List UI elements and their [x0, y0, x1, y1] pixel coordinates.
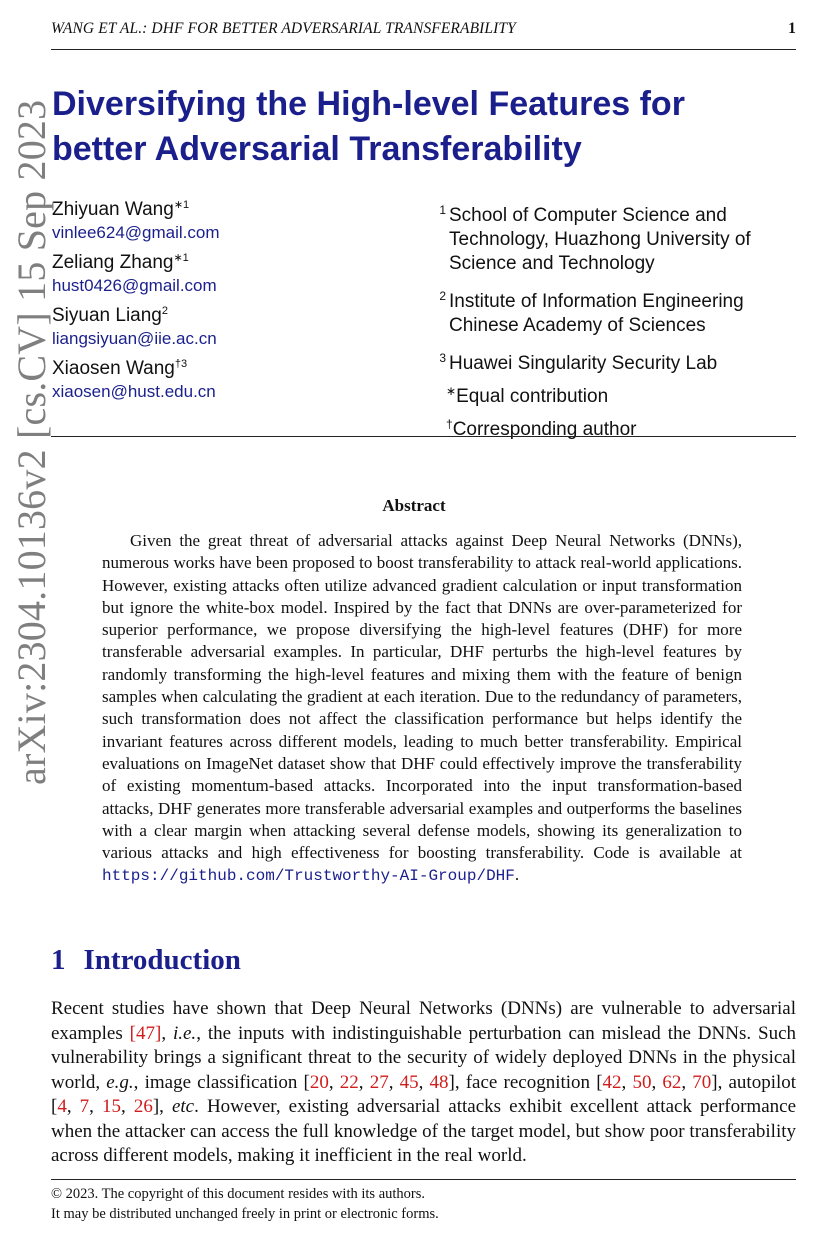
affiliation-list: [433, 198, 803, 442]
affiliation-text: Technology, Huazhong University of: [449, 229, 751, 250]
running-header: [51, 20, 796, 44]
author-list: [52, 198, 412, 403]
citation[interactable]: 45: [399, 1071, 419, 1093]
note-text: Corresponding author: [452, 419, 637, 440]
author-section-rule: [51, 436, 796, 437]
citation[interactable]: 62: [662, 1071, 682, 1093]
citation[interactable]: 15: [101, 1096, 121, 1117]
title-line-2: better Adversarial Transferability: [52, 130, 582, 168]
corresponding-author-note: [433, 412, 803, 442]
author-mark: †3: [174, 358, 188, 370]
affiliation-text: Science and Technology: [449, 253, 655, 274]
running-title: WANG ET AL.: DHF FOR BETTER ADVERSARIAL TRANSFERABILITY: [51, 20, 516, 37]
note-text: Equal contribution: [456, 386, 609, 407]
citation[interactable]: 20: [309, 1071, 329, 1093]
affiliation-text: School of Computer Science and: [449, 205, 727, 226]
section-heading: [51, 944, 241, 977]
author-block: [52, 304, 412, 350]
citation[interactable]: 70: [692, 1071, 712, 1093]
footer-rule: [51, 1179, 796, 1180]
author-block: [52, 198, 412, 244]
abstract-text: Given the great threat of adversarial attacks against Deep Neural Networks (DNNs), numerous works have been proposed to boost transferability to attack real-world applications. However, existing attacks often utilize advanced gradient calculation or input transformation but ignore the white-box model. Inspired by the fact that DNNs are over-parameterized for superior performance, we propose diversifying the high-level features (DHF) for more transferable adversarial examples. In particular, DHF perturbs the high-level features by randomly transforming the high-level features and mixing them with the feature of benign samples when calculating the gradient at each iteration. Due to the redundancy of parameters, such transformation does not affect the classification performance but helps identify the invariant features across different models, leading to much better transferability. Empirical evaluations on ImageNet dataset show that DHF could effectively improve the transferability of existing momentum-based attacks. Incorporated into the input transformation-based attacks, DHF generates more transferable adversarial examples and outperforms the baselines with a clear margin when attacking several defense models, showing its generalization to various attacks and high effectiveness for boosting transferability. Code is available at: [102, 531, 742, 863]
affiliation-mark: 2: [439, 289, 446, 303]
author-mark: 2: [161, 305, 168, 317]
copyright-footer: [51, 1184, 439, 1224]
affiliation-3: [433, 346, 803, 376]
affiliation-mark: 1: [439, 203, 446, 217]
equal-contribution-note: [433, 379, 803, 409]
author-name: Zeliang Zhang: [52, 252, 174, 273]
author-block: [52, 357, 412, 403]
author-email[interactable]: vinlee624@gmail.com: [52, 223, 220, 242]
paper-title: [52, 82, 752, 172]
author-name: Xiaosen Wang: [52, 358, 175, 379]
citation[interactable]: 4: [57, 1096, 67, 1117]
author-email[interactable]: hust0426@gmail.com: [52, 276, 217, 295]
citation[interactable]: 42: [602, 1071, 622, 1093]
affiliation-text: Institute of Information Engineering: [449, 291, 744, 312]
arxiv-watermark: arXiv:2304.10136v2 [cs.CV] 15 Sep 2023: [9, 99, 54, 785]
citation[interactable]: 50: [632, 1071, 652, 1093]
intro-paragraph: Recent studies have shown that Deep Neural Networks (DNNs) are vulnerable to adversarial examples [47], i.e., the inputs with indistinguishable perturbation can mislead the DNNs. Such vulnerability brings a significant threat to the security of widely deployed DNNs in the physical world, e.g., image classification [20, 22, 27, 45, 48], face recognition [42, 50, 62, 70], autopilot [4, 7, 15, 26], etc. However, existing adversarial attacks exhibit excellent attack performance when the attacker can access the full knowledge of the target model, but show poor transferability across different models, making it inefficient in the real world.: [51, 998, 797, 1166]
citation[interactable]: 22: [339, 1071, 359, 1093]
citation[interactable]: 7: [79, 1096, 90, 1117]
section-number: 1: [51, 944, 66, 976]
author-email[interactable]: liangsiyuan@iie.ac.cn: [52, 329, 217, 348]
code-link[interactable]: https://github.com/Trustworthy-AI-Group/DHF: [102, 867, 515, 886]
footer-line-2: It may be distributed unchanged freely in print or electronic forms.: [51, 1206, 439, 1222]
citation[interactable]: 27: [369, 1071, 389, 1093]
note-mark: ∗: [446, 384, 457, 398]
author-name: Zhiyuan Wang: [52, 199, 174, 220]
citation[interactable]: 48: [429, 1071, 449, 1093]
section-title: Introduction: [83, 944, 241, 976]
citation[interactable]: [47]: [129, 1022, 162, 1044]
affiliation-2: [433, 284, 803, 338]
author-block: [52, 251, 412, 297]
footer-line-1: © 2023. The copyright of this document resides with its authors.: [51, 1186, 426, 1202]
title-line-1: Diversifying the High-level Features for: [52, 85, 685, 123]
author-mark: ∗1: [173, 252, 189, 264]
affiliation-text: Huawei Singularity Security Lab: [449, 353, 718, 374]
affiliation-text: Chinese Academy of Sciences: [449, 315, 706, 336]
citation[interactable]: 26: [133, 1096, 153, 1117]
author-mark: ∗1: [173, 199, 190, 211]
abstract-end: .: [514, 865, 520, 885]
affiliation-1: [433, 198, 803, 276]
affiliation-mark: 3: [439, 351, 446, 365]
note-mark: †: [446, 417, 453, 431]
page-number: 1: [788, 20, 796, 37]
author-email[interactable]: xiaosen@hust.edu.cn: [52, 382, 216, 401]
author-name: Siyuan Liang: [52, 305, 162, 326]
abstract-heading: Abstract: [382, 496, 446, 515]
header-rule: [51, 49, 796, 50]
abstract-body: [102, 530, 742, 888]
